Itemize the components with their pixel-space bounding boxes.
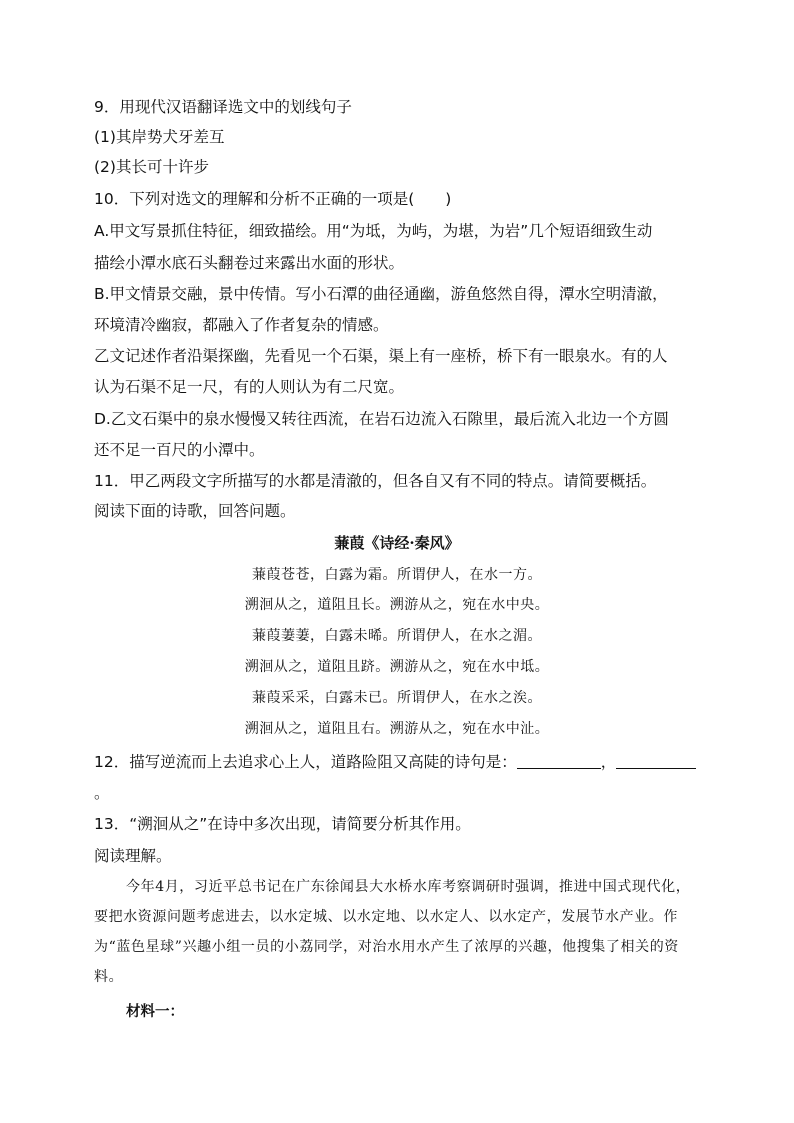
question-13-stem: 13．“溯洄从之”在诗中多次出现，请简要分析其作用。 [94,815,471,833]
question-10-option-d-line-2: 还不足一百尺的小潭中。 [94,441,265,459]
question-10-stem: 10．下列对选文的理解和分析不正确的一项是( ) [94,190,452,208]
question-10-option-b-line-1: B.甲文情景交融，景中传情。写小石潭的曲径通幽，游鱼悠然自得，潭水空明清澈， [94,285,668,303]
poem-title: 蒹葭《诗经·秦风》 [334,534,460,552]
reading-intro: 阅读理解。 [94,847,172,865]
poem-line: 溯洄从之，道阻且右。溯游从之，宛在水中沚。 [244,721,550,737]
reading-paragraph: 今年4月，习近平总书记在广东徐闻县大水桥水库考察调研时强调，推进中国式现代化，要把水资源问题考虑进去，以水定城、以水定地、以水定人、以水定产，发展节水产业。作为“蓝色星球”兴趣小组一员的小荔同学，对治水用水产生了浓厚的兴趣，他搜集了相关的资料。 [94,879,691,985]
question-10-option-d-line-1: D.乙文石渠中的泉水慢慢又转往西流，在岩石边流入石隙里，最后流入北边一个方圆 [94,410,669,428]
poem-intro: 阅读下面的诗歌，回答问题。 [94,502,296,520]
poem-line: 蒹葭萋萋，白露未晞。所谓伊人，在水之湄。 [252,628,542,644]
question-12-separator: ， [600,753,617,771]
question-11-stem: 11．甲乙两段文字所描写的水都是清澈的，但各自又有不同的特点。请简要概括。 [94,472,657,490]
question-12 [94,752,696,772]
question-9-item-2: (2)其长可十许步 [94,158,209,176]
question-10-option-c-line-2: 认为石渠不足一尺，有的人则认为有二尺宽。 [94,378,405,396]
question-10-option-c-line-1: 乙文记述作者沿渠探幽，先看见一个石渠，渠上有一座桥，桥下有一眼泉水。有的人 [94,347,668,365]
answer-blank-2[interactable] [616,754,696,769]
question-10-option-b-line-2: 环境清冷幽寂，都融入了作者复杂的情感。 [94,316,389,334]
question-10-option-a-line-1: A.甲文写景抓住特征，细致描绘。用“为坻，为屿，为堪，为岩”几个短语细致生动 [94,222,653,240]
question-9-item-1: (1)其岸势犬牙差互 [94,128,225,146]
question-12-end-mark: 。 [94,784,110,802]
answer-blank-1[interactable] [517,754,601,769]
question-9-stem: 9．用现代汉语翻译选文中的划线句子 [94,98,352,116]
poem-line: 溯洄从之，道阻且跻。溯游从之，宛在水中坻。 [244,659,550,675]
question-10-option-a-line-2: 描绘小潭水底石头翻卷过来露出水面的形状。 [94,254,405,272]
poem-line: 蒹葭苍苍，白露为霜。所谓伊人，在水一方。 [252,567,542,583]
material-label: 材料一： [126,1003,184,1020]
poem-line: 溯洄从之，道阻且长。溯游从之，宛在水中央。 [244,597,550,613]
poem-line: 蒹葭采采，白露未已。所谓伊人，在水之涘。 [252,690,542,706]
question-12-stem: 12．描写逆流而上去追求心上人，道路险阻又高陡的诗句是： [94,753,517,771]
